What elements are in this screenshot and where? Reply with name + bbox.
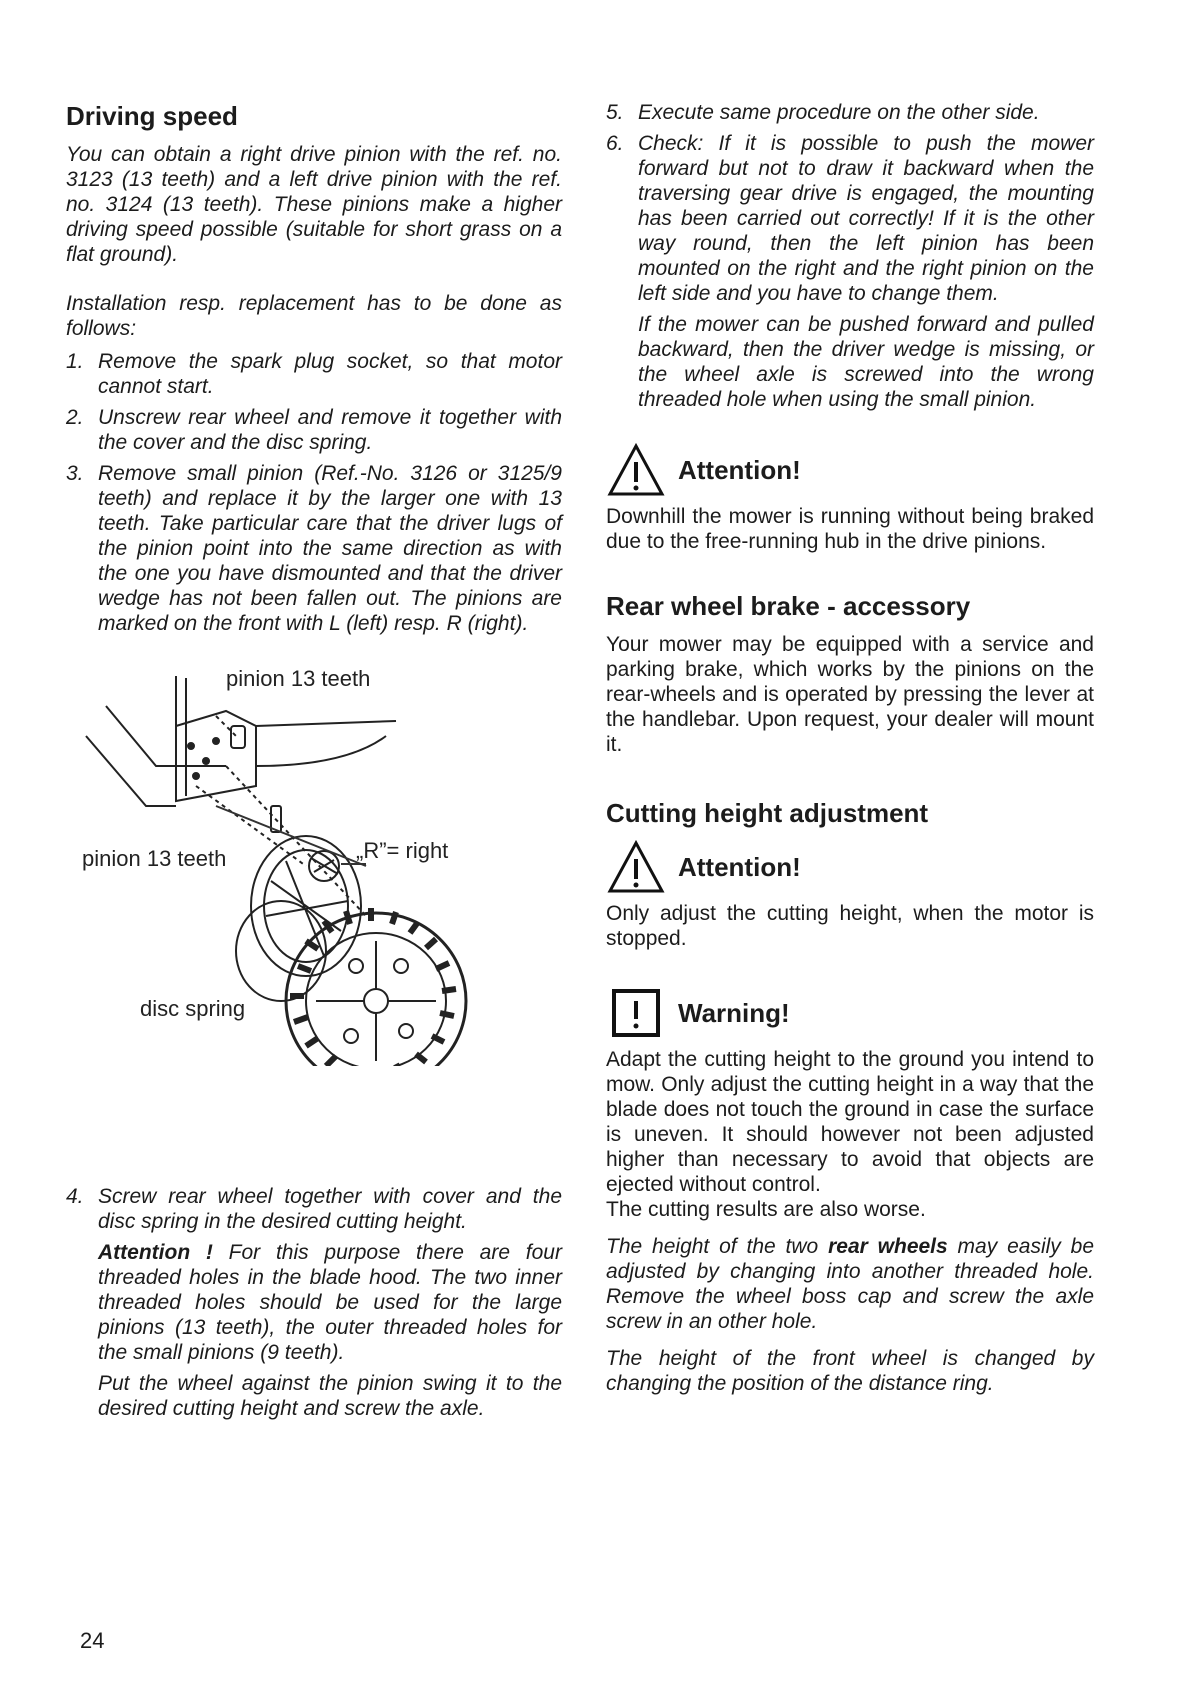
warning-text: Adapt the cutting height to the ground you intend to mow. Only adjust the cutting height in a way that the blade does not touch the ground in case the surface is uneven. It should however not been adjusted higher than necessary to avoid that objects are ejected without control. xyxy=(606,1048,1094,1196)
warning-callout xyxy=(606,985,1094,1041)
installation-intro: Installation resp. replacement has to be done as follows: xyxy=(66,292,562,340)
warning-text-2: The cutting results are also worse. xyxy=(606,1198,926,1221)
left-column xyxy=(66,100,562,1421)
attention-callout-1 xyxy=(606,442,1094,498)
wheel-pinion-diagram xyxy=(66,666,562,1066)
step-6-extra: If the mower can be pushed forward and pulled backward, then the driver wedge is missing, or the wheel axle is screwed into the wrong threaded hole when using the small pinion. xyxy=(638,313,1094,411)
driving-speed-intro: You can obtain a right drive pinion with the ref. no. 3123 (13 teeth) and a left drive pinion with the ref. no. 3124 (13 teeth). These pinions make a higher driving speed possible (suitable for short grass on a flat ground). xyxy=(66,143,562,266)
step-1: 1. Remove the spark plug socket, so that motor cannot start. xyxy=(66,350,562,398)
right-column xyxy=(606,100,1094,1396)
put-wheel-text: Put the wheel against the pinion swing it to the desired cutting height and screw the axle. xyxy=(98,1372,562,1420)
step-6: 6. Check: If it is possible to push the mower forward but not to draw it backward when the traversing gear drive is engaged, the mounting has been carried out correctly! If it is the other way round, then the left pinion has been mounted on the right and the right pinion on the left side and you have to change them. xyxy=(606,132,1094,305)
label-pinion-top: pinion 13 teeth xyxy=(226,666,371,691)
attention-text-2: Only adjust the cutting height, when the motor is stopped. xyxy=(606,902,1094,950)
attention-text-1: Downhill the mower is running without being braked due to the free-running hub in the drive pinions. xyxy=(606,505,1094,553)
installation-steps xyxy=(66,349,562,636)
warning-label: Warning! xyxy=(678,997,790,1028)
exclamation-box-icon xyxy=(606,985,666,1041)
step-5: 5. Execute same procedure on the other side. xyxy=(606,101,1040,124)
label-right-pinion: „R”= right xyxy=(356,838,449,863)
attention-label-1: Attention! xyxy=(678,454,801,485)
warning-triangle-icon xyxy=(606,839,666,895)
rear-brake-text: Your mower may be equipped with a service and parking brake, which works by the pinions on the rear-wheels and is operated by pressing the lever at the handlebar. Upon request, your dealer will mount it. xyxy=(606,633,1094,756)
label-disc-spring: disc spring xyxy=(140,996,246,1021)
step-3: 3. Remove small pinion (Ref.-No. 3126 or 3125/9 teeth) and replace it by the larger one with 13 teeth. Take particular care that the driver lugs of the pinion point into the same direction as with the one you have dismounted and that the driver wedge has not been fallen out. The pinions are marked on the front with L (left) resp. R (right). xyxy=(66,462,562,635)
front-wheel-height-text: The height of the front wheel is changed by changing the position of the distance ring. xyxy=(606,1347,1094,1395)
label-pinion-left: pinion 13 teeth xyxy=(82,846,227,871)
step-4: 4. Screw rear wheel together with cover and the disc spring in the desired cutting height. xyxy=(66,1185,562,1233)
attention-blade-hood: Attention ! For this purpose there are four threaded holes in the blade hood. The two inner threaded holes should be used for the large pinions (13 teeth), the outer threaded holes for the small pinions (9 teeth). xyxy=(98,1241,562,1364)
step-2: 2. Unscrew rear wheel and remove it together with the cover and the disc spring. xyxy=(66,406,562,454)
attention-callout-2 xyxy=(606,839,1094,895)
rear-brake-heading: Rear wheel brake - accessory xyxy=(606,591,971,621)
driving-speed-heading: Driving speed xyxy=(66,101,238,131)
page-number: 24 xyxy=(80,1628,105,1653)
rear-wheels-height-text: The height of the two rear wheels may easily be adjusted by changing into another threaded hole. Remove the wheel boss cap and screw the axle screw in an other hole. xyxy=(606,1235,1094,1333)
cutting-height-heading: Cutting height adjustment xyxy=(606,798,929,828)
attention-inline-label: Attention ! xyxy=(98,1241,213,1264)
attention-label-2: Attention! xyxy=(678,851,801,882)
step-4-list xyxy=(66,1184,562,1234)
right-steps xyxy=(606,100,1094,306)
warning-triangle-icon xyxy=(606,442,666,498)
